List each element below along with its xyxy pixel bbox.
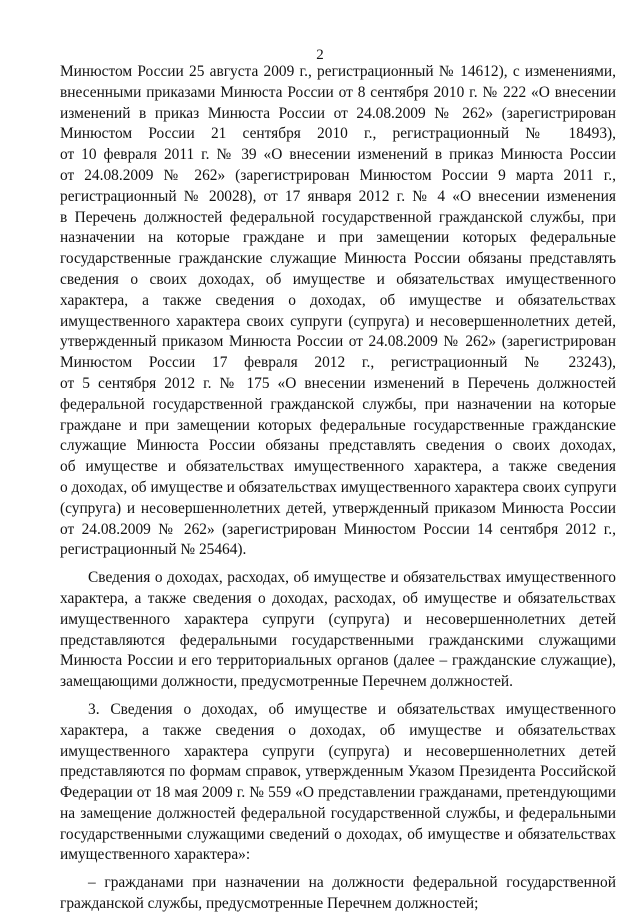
text-line: 3. Сведения о доходах, об имуществе и обязательствах имущественного — [88, 700, 616, 718]
list-item-citizens — [60, 873, 616, 915]
paragraph-item-3 — [60, 700, 616, 866]
text-line: федеральной государственной гражданской службы, при назначении на которые — [60, 395, 616, 413]
page-number: 2 — [316, 47, 324, 63]
text-line: от 24.08.2009 № 262» (зарегистрирован Минюстом России 14 сентября 2012 г., — [60, 520, 616, 538]
text-line: утвержденный приказом Минюста России от 24.08.2009 № 262» (зарегистрирован — [60, 333, 616, 351]
text-line: назначении на которые граждане и при замещении которых федеральные — [60, 229, 616, 247]
text-line: Федерации от 18 мая 2009 г. № 559 «О представлении гражданами, претендующими — [60, 784, 616, 802]
text-line: – гражданами при назначении на должности федеральной государственной — [88, 874, 616, 892]
text-line: Минюстом России 25 августа 2009 г., регистрационный № 14612), с изменениями, — [60, 63, 616, 80]
text-line: сведения о своих доходах, об имуществе и обязательствах имущественного — [60, 270, 616, 288]
paragraph-declarations — [60, 568, 616, 693]
text-line: регистрационный № 25464). — [60, 541, 247, 559]
text-line: имущественного характера своих супруги (супруга) и несовершеннолетних детей, — [60, 312, 616, 330]
text-line: граждане и при замещении которых федеральные государственные гражданские — [60, 416, 616, 434]
paragraph-amendments — [60, 62, 616, 561]
text-line: характера, а также сведения о доходах, об имуществе и обязательствах — [60, 721, 616, 739]
text-line: характера, а также сведения о доходах, расходах, об имуществе и обязательствах — [60, 589, 616, 607]
document-body — [60, 62, 616, 915]
text-line: от 5 сентября 2012 г. № 175 «О внесении изменений в Перечень должностей — [60, 374, 616, 392]
text-line: Минюстом России 21 сентября 2010 г., регистрационный № 18493), — [60, 125, 616, 143]
text-line: представляются по формам справок, утвержденным Указом Президента Российской — [60, 763, 616, 781]
text-line: государственные гражданские служащие Минюста России обязаны представлять — [60, 250, 616, 268]
text-line: от 24.08.2009 № 262» (зарегистрирован Минюстом России 9 марта 2011 г., — [60, 166, 616, 184]
text-line: имущественного характера супруги (супруга) и несовершеннолетних детей — [60, 742, 616, 760]
text-line: характера, а также сведения о доходах, об имуществе и обязательствах — [60, 291, 616, 309]
text-line: внесенными приказами Минюста России от 8 сентября 2010 г. № 222 «О внесении — [60, 83, 616, 101]
text-line: имущественного характера супруги (супруга) и несовершеннолетних детей — [60, 610, 616, 628]
text-line: Минюстом России 17 февраля 2012 г., регистрационный № 23243), — [60, 354, 616, 372]
text-line: регистрационный № 20028), от 17 января 2012 г. № 4 «О внесении изменения — [60, 187, 616, 205]
text-line: изменений в приказ Минюста России от 24.08.2009 № 262» (зарегистрирован — [60, 104, 616, 122]
text-line: Минюста России и его территориальных органов (далее – гражданские служащие), — [60, 652, 616, 670]
text-line: в Перечень должностей федеральной государственной гражданской службы, при — [60, 208, 616, 226]
text-line: служащие Минюста России обязаны представлять сведения о своих доходах, — [60, 437, 616, 455]
text-line: от 10 февраля 2011 г. № 39 «О внесении изменений в приказ Минюста России — [60, 146, 616, 164]
text-line: об имуществе и обязательствах имущественного характера, а также сведения — [60, 458, 616, 476]
text-line: о доходах, об имуществе и обязательствах имущественного характера своих супруги — [60, 478, 617, 496]
text-line: гражданской службы, предусмотренные Перечнем должностей; — [60, 895, 479, 913]
text-line: замещающими должности, предусмотренные Перечнем должностей. — [60, 673, 514, 691]
text-line: (супруга) и несовершеннолетних детей, утвержденный приказом Минюста России — [60, 499, 616, 517]
text-line: государственными служащими сведений о доходах, об имуществе и обязательствах — [60, 825, 616, 843]
text-line: имущественного характера»: — [60, 846, 251, 864]
text-line: представляются федеральными государственными гражданскими служащими — [60, 631, 616, 649]
text-line: на замещение должностей федеральной государственной службы, и федеральными — [60, 804, 616, 822]
text-line: Сведения о доходах, расходах, об имуществе и обязательствах имущественного — [88, 569, 616, 587]
